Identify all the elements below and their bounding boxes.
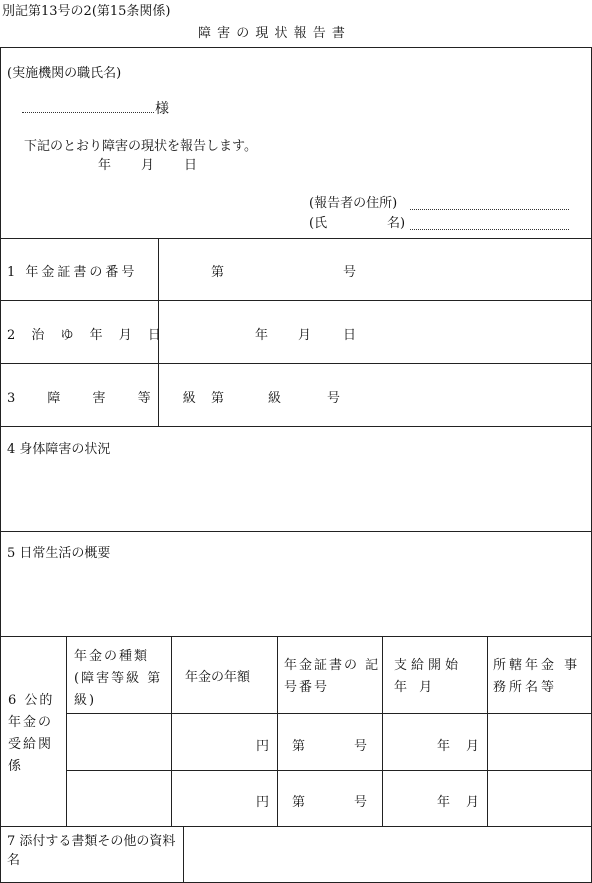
divider-3 (0, 363, 591, 364)
pension-row-divider (66, 770, 591, 771)
name-label-close: 名) (387, 216, 406, 231)
row3-label: 3 障 害 等 級 (7, 391, 210, 406)
row2-month: 月 (298, 328, 312, 343)
pension-col-3 (277, 636, 278, 826)
row2-year: 年 (255, 328, 269, 343)
divider-7 (0, 826, 591, 827)
pension-header-divider (66, 713, 591, 714)
year-label: 年 (437, 739, 451, 754)
frame-top (0, 47, 591, 48)
row3-kyu: 級 (268, 391, 282, 406)
statement-text: 下記のとおり障害の現状を報告します。 (24, 139, 257, 154)
pension-col-5 (487, 636, 488, 826)
header-office: 所轄年金 事務所名等 (493, 658, 581, 695)
sama-label: 様 (155, 101, 169, 117)
row2-day: 日 (343, 328, 357, 343)
yen-label: 円 (256, 739, 270, 754)
month-label: 月 (466, 795, 480, 810)
row6-label: 6 公的年金の受給関係 (8, 693, 55, 774)
header-certificate: 年金証書の 記号番号 (284, 658, 381, 695)
row2-label: 2 治 ゆ 年 月 日 (7, 328, 167, 343)
row5-label: 5 日常生活の概要 (7, 546, 111, 561)
header-start: 支給開始 年 月 (394, 658, 463, 695)
header-pension-type: 年金の種類 (障害等級 第 級) (74, 649, 163, 708)
pension-col-4 (382, 636, 383, 826)
name-label-open: (氏 (309, 216, 328, 231)
row7-label: 7 添付する書類その他の資料名 (7, 834, 176, 868)
row3-go: 号 (327, 391, 341, 406)
yen-label: 円 (256, 795, 270, 810)
row1-label: 1 年金証書の番号 (7, 265, 138, 280)
go-label: 号 (354, 795, 368, 810)
agency-name-line[interactable] (22, 112, 154, 113)
go-label: 号 (354, 739, 368, 754)
row7-divider (183, 826, 184, 882)
divider-2 (0, 300, 591, 301)
address-label: (報告者の住所) (309, 196, 398, 211)
divider-5 (0, 531, 591, 532)
row1-go: 号 (343, 265, 357, 280)
row1-dai: 第 (211, 265, 225, 280)
year-label: 年 (437, 795, 451, 810)
document-title: 障 害 の 現 状 報 告 書 (198, 26, 346, 41)
pension-col-1 (66, 636, 67, 826)
divider-6 (0, 636, 591, 637)
month-label: 月 (466, 739, 480, 754)
pension-col-2 (171, 636, 172, 826)
frame-left (0, 47, 1, 883)
form-reference: 別記第13号の2(第15条関係) (2, 4, 171, 19)
divider-1 (0, 238, 591, 239)
date-day: 日 (184, 158, 198, 173)
name-line[interactable] (410, 229, 569, 230)
row3-dai: 第 (211, 391, 225, 406)
date-month: 月 (141, 158, 155, 173)
dai-label: 第 (292, 739, 306, 754)
date-year: 年 (98, 158, 112, 173)
dai-label: 第 (292, 795, 306, 810)
agency-label: (実施機関の職氏名) (7, 66, 122, 81)
divider-4 (0, 426, 591, 427)
row4-label: 4 身体障害の状況 (7, 442, 111, 457)
address-line[interactable] (410, 209, 569, 210)
header-pension-amount: 年金の年額 (185, 670, 251, 685)
